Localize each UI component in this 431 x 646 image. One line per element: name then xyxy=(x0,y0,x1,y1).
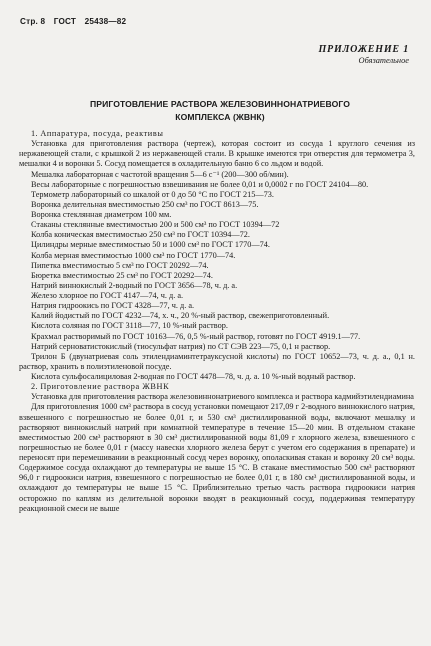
paragraph: Крахмал растворимый по ГОСТ 10163—76, 0,5 %-ный раствор, готовят по ГОСТ 4919.1—77. xyxy=(31,331,361,341)
appendix-title: ПРИЛОЖЕНИЕ 1 xyxy=(318,44,409,55)
title-line-1: ПРИГОТОВЛЕНИЕ РАСТВОРА ЖЕЛЕЗОВИННОНАТРИЕВОГО xyxy=(89,99,351,109)
paragraph: Натрий виннокислый 2-водный по ГОСТ 3656—78, ч. д. а. xyxy=(31,280,238,290)
paragraph: Колба мерная вместимостью 1000 см³ по ГОСТ 1770—74. xyxy=(31,250,236,260)
paragraph: Для приготовления 1000 см³ раствора в сосуд установки помещают 217,09 г 2-водного виннокислого натрия, взвешенного с погрешностью не более 0,01 г, и 530 см³ дистиллированной воды, включают мешалку и растворяют виннокислый натрий при комнатной температуре в течение 15—20 мин. В отдельном стакане вместимостью 200 см³ растворяют в 30 см³ дистиллированной воды 81,09 г хлорного железа, взвешенного с погрешностью не более 0,01 г (массу навески хлорного железа берут с учетом его содержания в препарате) и переносят при перемешивании в реакционный сосуд через воронку, ополаскивая стакан и воронку 20 см³ воды. Содержимое сосуда охлаждают до температуры не выше 15 °С. В стакане вместимостью 500 см³ растворяют 96,0 г гидроокиси натрия, взвешенного с погрешностью не более 0,01 г, в 180 см³ дистиллированной воды, и охлаждают до температуры не выше 15 °С. Приблизительно третью часть раствора гидроокиси натрия осторожно по каплям из делительной воронки вводят в реакционный сосуд, поддерживая температуру реакционной смеси не выше xyxy=(19,402,415,513)
paragraph: Колба коническая вместимостью 250 см³ по ГОСТ 10394—72. xyxy=(31,230,250,240)
page-number: Стр. 8 xyxy=(20,17,46,26)
paragraph: Стаканы стеклянные вместимостью 200 и 500 см³ по ГОСТ 10394—72 xyxy=(31,220,280,230)
appendix-subtitle: Обязательное xyxy=(358,56,409,65)
section-1-content xyxy=(19,139,415,382)
paragraph: Калий йодистый по ГОСТ 4232—74, х. ч., 20 %-ный раствор, свежеприготовленный. xyxy=(31,311,330,321)
paragraph: Весы лабораторные с погрешностью взвешивания не более 0,01 и 0,0002 г по ГОСТ 24104—80. xyxy=(31,179,369,189)
page-header xyxy=(20,17,132,26)
section-2-content xyxy=(19,392,415,514)
title-line-2: КОМПЛЕКСА (ЖВНК) xyxy=(175,111,265,122)
paragraph: Натрия гидроокись по ГОСТ 4328—77, ч. д. а. xyxy=(31,301,195,311)
appendix-label xyxy=(318,44,409,65)
paragraph: Бюретка вместимостью 25 см³ по ГОСТ 20292—74. xyxy=(31,270,213,280)
paragraph: Установка для приготовления раствора железовиннонатриевого комплекса и раствора кадмийэтилендиамина xyxy=(31,392,414,402)
section-1-number: 1. xyxy=(31,129,38,138)
paragraph: Установка для приготовления раствора (чертеж), которая состоит из сосуда 1 круглого сечения из нержавеющей стали, с крышкой 2 из нержавеющей стали. В крышке имеются три отверстия для термометра 3, мешалки 4 и воронки 5. Сосуд помещается в охладительную баню 6 со льдом и водой. xyxy=(19,139,415,169)
section-1-heading xyxy=(19,129,415,139)
standard-number: 25438—82 xyxy=(84,17,127,26)
paragraph: Мешалка лабораторная с частотой вращения 5—6 с⁻¹ (200—300 об/мин). xyxy=(31,169,289,179)
document-title xyxy=(30,98,410,123)
paragraph: Цилиндры мерные вместимостью 50 и 1000 см³ по ГОСТ 1770—74. xyxy=(31,240,270,250)
paragraph: Кислота соляная по ГОСТ 3118—77, 10 %-ный раствор. xyxy=(31,321,228,331)
section-2-number: 2. xyxy=(31,382,38,392)
paragraph: Воронка стеклянная диаметром 100 мм. xyxy=(31,210,172,219)
section-1-title: Аппаратура, посуда, реактивы xyxy=(40,129,164,138)
document-body xyxy=(19,129,415,514)
paragraph: Термометр лабораторный со шкалой от 0 до 50 °С по ГОСТ 215—73. xyxy=(31,189,274,199)
paragraph: Кислота сульфосалициловая 2-водная по ГОСТ 4478—78, ч. д. а. 10 %-ный водный раствор. xyxy=(31,372,356,381)
section-2-heading xyxy=(19,382,415,392)
paragraph: Железо хлорное по ГОСТ 4147—74, ч. д. а. xyxy=(31,291,184,300)
section-2-title: Приготовление раствора ЖВНК xyxy=(40,382,170,392)
gost-label: ГОСТ xyxy=(53,17,77,26)
paragraph: Пипетка вместимостью 5 см³ по ГОСТ 20292—74. xyxy=(31,260,209,270)
paragraph: Трилон Б (двунатриевая соль этилендиаминтетрауксусной кислоты) по ГОСТ 10652—73, ч. д. а., 0,1 н. раствор, хранить в полиэтиленовой посуде. xyxy=(19,351,415,371)
paragraph: Натрий серноватистокислый (тиосульфат натрия) по СТ СЭВ 223—75, 0,1 н раствор. xyxy=(31,341,331,351)
paragraph: Воронка делительная вместимостью 250 см³ по ГОСТ 8613—75. xyxy=(31,199,259,209)
